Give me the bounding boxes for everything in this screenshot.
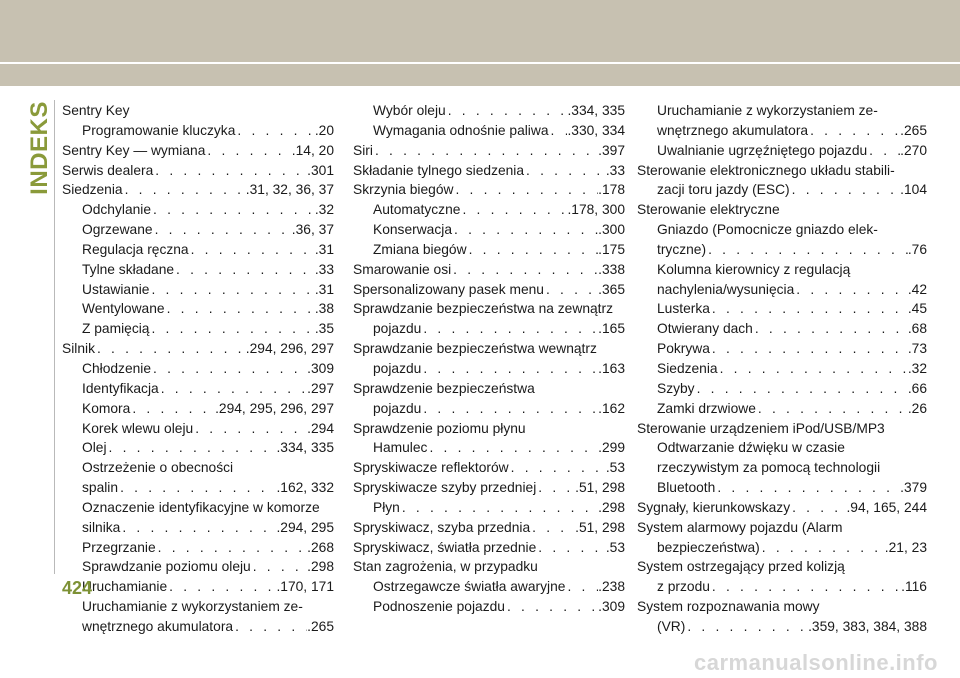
index-entry-term: Uruchamianie z wykorzystaniem ze- bbox=[82, 599, 303, 615]
dot-leader bbox=[451, 260, 598, 280]
dot-leader bbox=[794, 280, 908, 300]
index-entry-term: Sterowanie elektryczne bbox=[637, 202, 780, 218]
index-entry-term: Składanie tylnego siedzenia bbox=[353, 162, 525, 178]
index-entry bbox=[62, 240, 334, 260]
index-entry bbox=[637, 339, 927, 359]
dot-leader bbox=[706, 240, 908, 260]
index-entry bbox=[62, 319, 334, 339]
index-entry bbox=[353, 379, 625, 399]
index-entry-term: bezpieczeństwa) bbox=[657, 539, 760, 555]
index-entry bbox=[637, 359, 927, 379]
index-entry bbox=[62, 538, 334, 558]
index-entry-term: Uruchamianie bbox=[82, 579, 168, 595]
index-entry-pages: .379 bbox=[900, 480, 927, 496]
dot-leader bbox=[167, 577, 276, 597]
index-entry bbox=[637, 379, 927, 399]
index-entry-pages: .163 bbox=[598, 360, 625, 376]
index-entry-term: Konserwacja bbox=[373, 222, 452, 238]
index-entry-pages: .14, 20 bbox=[291, 142, 334, 158]
index-entry-pages: .51, 298 bbox=[575, 480, 625, 496]
index-entry-term: Szyby bbox=[657, 380, 695, 396]
index-entry-pages: .238 bbox=[598, 579, 625, 595]
index-entry bbox=[353, 200, 625, 220]
index-entry-term: System ostrzegający przed kolizją bbox=[637, 559, 845, 575]
index-entry-pages: .26 bbox=[907, 400, 927, 416]
dot-leader bbox=[710, 577, 901, 597]
index-entry bbox=[637, 399, 927, 419]
index-entry-pages: .21, 23 bbox=[884, 539, 927, 555]
dot-leader bbox=[536, 538, 606, 558]
index-entry-term: Olej bbox=[82, 440, 107, 456]
index-entry bbox=[62, 280, 334, 300]
index-entry bbox=[62, 200, 334, 220]
index-entry-pages: .294, 296, 297 bbox=[245, 341, 334, 357]
index-entry-term: Kolumna kierownicy z regulacją bbox=[657, 261, 851, 277]
index-entry-term: Tylne składane bbox=[82, 261, 175, 277]
dot-leader bbox=[251, 557, 307, 577]
index-entry-term: Stan zagrożenia, w przypadku bbox=[353, 559, 538, 575]
index-entry-pages: .32 bbox=[314, 202, 334, 218]
index-column-2 bbox=[353, 101, 625, 617]
dot-leader bbox=[460, 200, 567, 220]
index-entry-pages: .38 bbox=[314, 301, 334, 317]
dot-leader bbox=[467, 240, 599, 260]
index-entry-pages: .299 bbox=[598, 440, 625, 456]
index-entry bbox=[637, 280, 927, 300]
dot-leader bbox=[505, 597, 598, 617]
index-entry bbox=[62, 101, 334, 121]
index-entry-term: Odchylanie bbox=[82, 202, 152, 218]
index-entry-term: Ogrzewane bbox=[82, 222, 153, 238]
index-entry-term: Sprawdzenie poziomu płynu bbox=[353, 420, 526, 436]
index-entry bbox=[353, 180, 625, 200]
dot-leader bbox=[715, 478, 900, 498]
dot-leader bbox=[118, 478, 276, 498]
index-entry bbox=[353, 577, 625, 597]
index-entry-term: Gniazdo (Pomocnicze gniazdo elek- bbox=[657, 222, 878, 238]
index-entry-pages: .76 bbox=[907, 241, 927, 257]
index-entry-term: z przodu bbox=[657, 579, 710, 595]
index-entry bbox=[637, 101, 927, 121]
dot-leader bbox=[685, 617, 808, 637]
dot-leader bbox=[544, 280, 598, 300]
index-entry bbox=[637, 419, 927, 439]
dot-leader bbox=[867, 141, 900, 161]
index-entry-term: nachylenia/wysunięcia bbox=[657, 281, 795, 297]
index-entry-pages: .94, 165, 244 bbox=[846, 499, 927, 515]
index-entry bbox=[637, 597, 927, 617]
index-entry bbox=[637, 220, 927, 240]
index-entry-pages: .268 bbox=[307, 539, 334, 555]
index-entry bbox=[637, 319, 927, 339]
index-entry bbox=[353, 161, 625, 181]
index-entry-term: rzeczywistym za pomocą technologii bbox=[657, 460, 881, 476]
index-entry bbox=[62, 121, 334, 141]
index-entry bbox=[62, 478, 334, 498]
index-entry-term: pojazdu bbox=[373, 360, 422, 376]
dot-leader bbox=[446, 101, 568, 121]
dot-leader bbox=[120, 518, 276, 538]
index-entry-term: Sprawdzanie bezpieczeństwa na zewnątrz bbox=[353, 301, 613, 317]
dot-leader bbox=[165, 299, 315, 319]
index-entry bbox=[62, 141, 334, 161]
index-entry bbox=[637, 557, 927, 577]
index-entry-pages: .73 bbox=[907, 341, 927, 357]
dot-leader bbox=[530, 518, 575, 538]
index-entry-pages: .359, 383, 384, 388 bbox=[808, 618, 927, 634]
index-entry bbox=[637, 617, 927, 637]
index-entry-term: Silnik bbox=[62, 341, 95, 357]
dot-leader bbox=[509, 458, 606, 478]
index-entry bbox=[353, 220, 625, 240]
index-entry-term: zacji toru jazdy (ESC) bbox=[657, 182, 790, 198]
index-entry bbox=[637, 577, 927, 597]
index-entry bbox=[353, 399, 625, 419]
index-entry-term: Sprawdzenie bezpieczeństwa bbox=[353, 380, 535, 396]
dot-leader bbox=[159, 379, 307, 399]
dot-leader bbox=[174, 260, 315, 280]
index-entry bbox=[637, 518, 927, 538]
index-entry bbox=[353, 498, 625, 518]
index-entry-term: Sentry Key bbox=[62, 103, 130, 118]
index-entry-term: Komora bbox=[82, 400, 131, 416]
index-entry-pages: .297 bbox=[307, 380, 334, 396]
dot-leader bbox=[95, 339, 246, 359]
index-entry-term: Programowanie kluczyka bbox=[82, 122, 236, 138]
dot-leader bbox=[756, 399, 908, 419]
index-entry-pages: .33 bbox=[314, 261, 334, 277]
index-entry-term: Wymagania odnośnie paliwa bbox=[373, 122, 549, 138]
page-number: 424 bbox=[62, 578, 93, 598]
index-column-3 bbox=[637, 101, 927, 637]
dot-leader bbox=[151, 359, 307, 379]
index-entry bbox=[637, 458, 927, 478]
index-entry-term: Serwis dealera bbox=[62, 162, 154, 178]
index-entry-pages: .162, 332 bbox=[276, 480, 334, 496]
watermark bbox=[0, 646, 960, 678]
index-entry-pages: .334, 335 bbox=[276, 440, 334, 456]
index-entry-term: Spersonalizowany pasek menu bbox=[353, 281, 544, 297]
dot-leader bbox=[233, 617, 307, 637]
index-entry bbox=[637, 240, 927, 260]
index-entry-term: wnętrznego akumulatora bbox=[82, 618, 234, 634]
index-entry bbox=[62, 557, 334, 577]
index-entry-term: pojazdu bbox=[373, 321, 422, 337]
index-entry-term: Siri bbox=[353, 142, 373, 158]
index-entry-term: Sentry Key — wymiana bbox=[62, 142, 206, 158]
index-entry-pages: .162 bbox=[598, 400, 625, 416]
index-entry-pages: .298 bbox=[598, 499, 625, 515]
index-entry bbox=[62, 339, 334, 359]
dot-leader bbox=[149, 319, 314, 339]
index-entry bbox=[637, 299, 927, 319]
index-entry-pages: .270 bbox=[900, 142, 927, 158]
index-entry-pages: .294, 295 bbox=[276, 519, 334, 535]
index-entry-term: Spryskiwacze szyby przedniej bbox=[353, 480, 537, 496]
index-entry bbox=[353, 240, 625, 260]
dot-leader bbox=[130, 399, 215, 419]
index-entry-pages: .165 bbox=[598, 321, 625, 337]
index-entry bbox=[62, 180, 334, 200]
index-entry-pages: .66 bbox=[907, 380, 927, 396]
dot-leader bbox=[153, 220, 292, 240]
index-entry-term: Siedzenia bbox=[62, 182, 123, 198]
index-entry-term: Płyn bbox=[373, 499, 400, 515]
index-entry-term: (VR) bbox=[657, 618, 686, 634]
index-entry-term: Odtwarzanie dźwięku w czasie bbox=[657, 440, 845, 456]
index-entry bbox=[637, 141, 927, 161]
index-column-1 bbox=[62, 101, 334, 637]
dot-leader bbox=[123, 180, 246, 200]
index-entry-term: tryczne) bbox=[657, 241, 707, 257]
index-entry-pages: .53 bbox=[605, 460, 625, 476]
dot-leader bbox=[753, 319, 908, 339]
dot-leader bbox=[710, 299, 908, 319]
index-entry-term: Chłodzenie bbox=[82, 360, 152, 376]
index-entry-pages: .301 bbox=[307, 162, 334, 178]
dot-leader bbox=[151, 200, 315, 220]
index-entry-pages: .32 bbox=[907, 360, 927, 376]
index-entry-term: Zmiana biegów bbox=[373, 241, 467, 257]
index-entry-term: Sygnały, kierunkowskazy bbox=[637, 499, 791, 515]
index-entry-term: Identyfikacja bbox=[82, 380, 159, 396]
index-entry-pages: .397 bbox=[598, 142, 625, 158]
index-entry-term: Otwierany dach bbox=[657, 321, 753, 337]
index-entry-pages: .36, 37 bbox=[291, 222, 334, 238]
index-entry bbox=[353, 438, 625, 458]
index-entry-term: System rozpoznawania mowy bbox=[637, 599, 820, 615]
index-entry-pages: .53 bbox=[605, 539, 625, 555]
index-entry-term: Wentylowane bbox=[82, 301, 165, 317]
index-entry-term: Ustawianie bbox=[82, 281, 150, 297]
index-entry bbox=[62, 617, 334, 637]
index-entry-term: Uwalnianie ugrzęźniętego pojazdu bbox=[657, 142, 868, 158]
dot-leader bbox=[153, 161, 307, 181]
index-entry-term: Wybór oleju bbox=[373, 103, 446, 118]
index-entry-pages: .309 bbox=[598, 599, 625, 615]
index-entry-term: Siedzenia bbox=[657, 360, 718, 376]
index-entry bbox=[353, 359, 625, 379]
header-band bbox=[0, 0, 960, 86]
index-entry-term: Przegrzanie bbox=[82, 539, 156, 555]
dot-leader bbox=[718, 359, 908, 379]
index-entry bbox=[62, 597, 334, 617]
dot-leader bbox=[453, 180, 598, 200]
index-entry-term: System alarmowy pojazdu (Alarm bbox=[637, 519, 843, 535]
index-entry-pages: .178 bbox=[598, 182, 625, 198]
index-entry-term: Hamulec bbox=[373, 440, 428, 456]
index-entry bbox=[62, 260, 334, 280]
dot-leader bbox=[149, 280, 314, 300]
index-entry-pages: .294, 295, 296, 297 bbox=[215, 400, 334, 416]
index-entry bbox=[62, 577, 334, 597]
index-entry bbox=[637, 260, 927, 280]
index-entry bbox=[353, 141, 625, 161]
index-entry-term: Podnoszenie pojazdu bbox=[373, 599, 505, 615]
index-entry bbox=[637, 498, 927, 518]
dot-leader bbox=[205, 141, 291, 161]
dot-leader bbox=[760, 538, 885, 558]
dot-leader bbox=[235, 121, 314, 141]
dot-leader bbox=[421, 359, 598, 379]
index-entry-pages: .31 bbox=[314, 281, 334, 297]
index-entry-term: Spryskiwacz, światła przednie bbox=[353, 539, 537, 555]
dot-leader bbox=[189, 240, 315, 260]
index-entry bbox=[353, 260, 625, 280]
dot-leader bbox=[400, 498, 598, 518]
index-entry-term: Z pamięcią bbox=[82, 321, 150, 337]
dot-leader bbox=[156, 538, 308, 558]
watermark-text: carmanualsonline.info bbox=[694, 650, 938, 675]
index-entry-pages: .170, 171 bbox=[276, 579, 334, 595]
dot-leader bbox=[452, 220, 598, 240]
index-entry-pages: .300 bbox=[598, 222, 625, 238]
index-entry bbox=[353, 319, 625, 339]
index-entry bbox=[637, 478, 927, 498]
index-entry-term: Smarowanie osi bbox=[353, 261, 452, 277]
index-entry bbox=[62, 299, 334, 319]
index-entry-pages: .31, 32, 36, 37 bbox=[245, 182, 334, 198]
index-entry bbox=[353, 339, 625, 359]
index-entry-term: pojazdu bbox=[373, 400, 422, 416]
index-entry-term: Regulacja ręczna bbox=[82, 241, 189, 257]
index-entry bbox=[637, 161, 927, 181]
index-entry bbox=[62, 419, 334, 439]
index-entry-pages: .116 bbox=[901, 579, 927, 595]
header-divider bbox=[0, 62, 960, 64]
index-entry bbox=[353, 101, 625, 121]
index-entry-pages: .334, 335 bbox=[567, 103, 625, 118]
dot-leader bbox=[695, 379, 908, 399]
index-entry-term: Uruchamianie z wykorzystaniem ze- bbox=[657, 103, 878, 118]
index-entry-term: Ostrzegawcze światła awaryjne bbox=[373, 579, 566, 595]
index-entry-pages: .298 bbox=[307, 559, 334, 575]
index-entry bbox=[62, 438, 334, 458]
dot-leader bbox=[421, 319, 598, 339]
dot-leader bbox=[373, 141, 598, 161]
index-entry-pages: .45 bbox=[907, 301, 927, 317]
index-entry bbox=[62, 220, 334, 240]
index-entry bbox=[62, 458, 334, 478]
index-entry bbox=[353, 299, 625, 319]
index-entry-term: Ostrzeżenie o obecności bbox=[82, 460, 234, 476]
dot-leader bbox=[549, 121, 568, 141]
dot-leader bbox=[427, 438, 598, 458]
index-entry bbox=[353, 557, 625, 577]
index-entry-pages: .68 bbox=[907, 321, 927, 337]
index-entry bbox=[62, 518, 334, 538]
index-entry-pages: .51, 298 bbox=[575, 519, 625, 535]
index-entry-term: Sterowanie urządzeniem iPod/USB/MP3 bbox=[637, 420, 885, 436]
index-entry-pages: .178, 300 bbox=[567, 202, 625, 218]
index-entry-term: Spryskiwacz, szyba przednia bbox=[353, 519, 531, 535]
index-entry bbox=[353, 121, 625, 141]
index-entry bbox=[353, 478, 625, 498]
index-entry bbox=[637, 538, 927, 558]
index-entry bbox=[353, 458, 625, 478]
index-entry-term: spalin bbox=[82, 480, 119, 496]
index-entry-term: Lusterka bbox=[657, 301, 710, 317]
index-entry-term: Bluetooth bbox=[657, 480, 716, 496]
index-entry-term: silnika bbox=[82, 519, 121, 535]
index-entry-pages: .104 bbox=[900, 182, 927, 198]
index-entry-pages: .33 bbox=[605, 162, 625, 178]
dot-leader bbox=[421, 399, 598, 419]
index-entry-pages: .42 bbox=[907, 281, 927, 297]
index-entry-pages: .294 bbox=[307, 420, 334, 436]
index-entry-term: Pokrywa bbox=[657, 341, 710, 357]
index-entry-term: wnętrznego akumulatora bbox=[657, 122, 809, 138]
dot-leader bbox=[790, 498, 846, 518]
index-entry-pages: .330, 334 bbox=[567, 122, 625, 138]
index-entry bbox=[62, 161, 334, 181]
dot-leader bbox=[790, 180, 901, 200]
index-entry-pages: .175 bbox=[598, 241, 625, 257]
index-entry bbox=[353, 518, 625, 538]
dot-leader bbox=[536, 478, 575, 498]
index-entry bbox=[353, 280, 625, 300]
index-entry bbox=[637, 438, 927, 458]
index-entry-pages: .309 bbox=[307, 360, 334, 376]
index-entry-term: Zamki drzwiowe bbox=[657, 400, 756, 416]
index-entry bbox=[353, 597, 625, 617]
dot-leader bbox=[808, 121, 900, 141]
dot-leader bbox=[524, 161, 606, 181]
dot-leader bbox=[193, 419, 307, 439]
index-entry-term: Skrzynia biegów bbox=[353, 182, 454, 198]
index-entry bbox=[62, 379, 334, 399]
side-divider bbox=[54, 100, 55, 574]
index-entry-pages: .365 bbox=[598, 281, 625, 297]
index-entry-term: Spryskiwacze reflektorów bbox=[353, 460, 509, 476]
index-entry-pages: .338 bbox=[598, 261, 625, 277]
index-entry bbox=[637, 200, 927, 220]
index-entry bbox=[353, 419, 625, 439]
dot-leader bbox=[710, 339, 908, 359]
index-entry bbox=[353, 538, 625, 558]
index-entry-term: Oznaczenie identyfikacyjne w komorze bbox=[82, 499, 320, 515]
index-entry-term: Sterowanie elektronicznego układu stabili- bbox=[637, 162, 895, 178]
index-entry-term: Korek wlewu oleju bbox=[82, 420, 194, 436]
section-tab-label: INDEKS bbox=[26, 101, 53, 195]
index-entry-term: Sprawdzanie poziomu oleju bbox=[82, 559, 251, 575]
index-entry-pages: .35 bbox=[314, 321, 334, 337]
index-entry-term: Sprawdzanie bezpieczeństwa wewnątrz bbox=[353, 341, 597, 357]
index-entry-term: Automatyczne bbox=[373, 202, 461, 218]
index-entry-pages: .265 bbox=[307, 618, 334, 634]
dot-leader bbox=[565, 577, 598, 597]
index-entry-pages: .20 bbox=[314, 122, 334, 138]
section-tab bbox=[26, 100, 53, 196]
index-entry-pages: .31 bbox=[314, 241, 334, 257]
index-entry bbox=[637, 121, 927, 141]
index-entry bbox=[62, 498, 334, 518]
index-entry bbox=[637, 180, 927, 200]
index-entry bbox=[62, 399, 334, 419]
index-entry bbox=[62, 359, 334, 379]
dot-leader bbox=[107, 438, 277, 458]
index-entry-pages: .265 bbox=[900, 122, 927, 138]
